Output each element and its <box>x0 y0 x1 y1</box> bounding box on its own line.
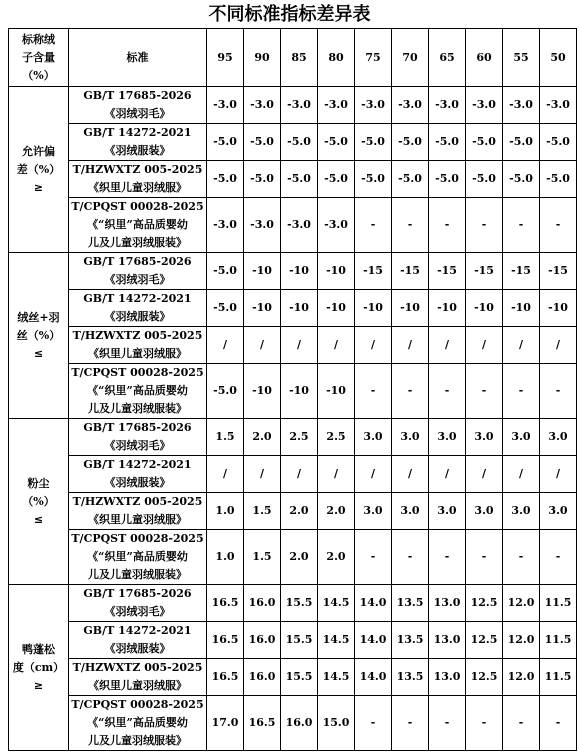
value-cell: 3.0 <box>503 419 540 456</box>
value-cell: 12.5 <box>466 585 503 622</box>
value-cell: -3.0 <box>281 198 318 253</box>
value-cell: / <box>244 456 281 493</box>
value-cell: -10 <box>540 290 577 327</box>
value-cell: 3.0 <box>429 493 466 530</box>
value-cell: / <box>540 456 577 493</box>
table-row <box>9 419 577 456</box>
header-column-85: 85 <box>281 29 318 87</box>
value-cell: -10 <box>244 364 281 419</box>
value-cell: 1.0 <box>207 530 244 585</box>
standard-cell <box>69 364 207 419</box>
value-cell: -3.0 <box>281 87 318 124</box>
standard-cell <box>69 493 207 530</box>
value-cell: - <box>466 364 503 419</box>
value-cell: 1.5 <box>244 530 281 585</box>
value-cell: 16.0 <box>244 659 281 696</box>
value-cell: -3.0 <box>392 87 429 124</box>
standard-line: GB/T 14272-2021 <box>83 126 192 139</box>
value-cell: 3.0 <box>392 419 429 456</box>
standard-cell <box>69 456 207 493</box>
value-cell: 13.5 <box>392 622 429 659</box>
value-cell: -3.0 <box>318 198 355 253</box>
header-category-line: 子含量 <box>22 50 55 64</box>
value-cell: / <box>318 327 355 364</box>
value-cell: 12.5 <box>466 622 503 659</box>
standard-cell <box>69 290 207 327</box>
value-cell: - <box>503 530 540 585</box>
standard-cell <box>69 124 207 161</box>
value-cell: -3.0 <box>429 87 466 124</box>
value-cell: - <box>392 530 429 585</box>
category-line: ≥ <box>33 678 44 692</box>
value-cell: -5.0 <box>207 161 244 198</box>
value-cell: -10 <box>466 290 503 327</box>
value-cell: 3.0 <box>355 419 392 456</box>
value-cell: / <box>392 456 429 493</box>
standard-line: 儿及儿童羽绒服装》 <box>88 402 187 415</box>
standard-line: 《“织里”高品质婴幼 <box>87 384 188 397</box>
value-cell: 11.5 <box>540 659 577 696</box>
value-cell: - <box>540 530 577 585</box>
table-row <box>9 364 577 419</box>
category-line: 粉尘 <box>27 476 50 490</box>
value-cell: -3.0 <box>466 87 503 124</box>
standard-line: 《羽绒服装》 <box>104 144 171 157</box>
value-cell: 15.5 <box>281 585 318 622</box>
value-cell: - <box>466 198 503 253</box>
standard-line: 儿及儿童羽绒服装》 <box>88 568 187 581</box>
table-row <box>9 253 577 290</box>
category-line: 丝（%） <box>16 328 61 342</box>
value-cell: 16.0 <box>244 622 281 659</box>
standard-line: 《羽绒羽毛》 <box>104 273 171 286</box>
value-cell: 15.0 <box>318 696 355 751</box>
standard-line: 《羽绒服装》 <box>104 642 171 655</box>
value-cell: -15 <box>355 253 392 290</box>
value-cell: 3.0 <box>392 493 429 530</box>
value-cell: - <box>503 696 540 751</box>
value-cell: 3.0 <box>466 493 503 530</box>
category-cell <box>9 87 69 253</box>
value-cell: -3.0 <box>540 87 577 124</box>
value-cell: -5.0 <box>540 161 577 198</box>
category-cell <box>9 253 69 419</box>
value-cell: 13.0 <box>429 622 466 659</box>
value-cell: -5.0 <box>207 124 244 161</box>
standard-cell <box>69 585 207 622</box>
standard-line: T/HZWXTZ 005-2025 <box>72 163 203 176</box>
value-cell: / <box>281 327 318 364</box>
value-cell: 3.0 <box>540 493 577 530</box>
header-category-line: （%） <box>22 68 55 82</box>
value-cell: -10 <box>503 290 540 327</box>
value-cell: 12.0 <box>503 585 540 622</box>
value-cell: / <box>318 456 355 493</box>
value-cell: / <box>355 327 392 364</box>
value-cell: 2.0 <box>281 530 318 585</box>
standard-cell <box>69 696 207 751</box>
value-cell: -5.0 <box>429 161 466 198</box>
standard-line: 《羽绒服装》 <box>104 476 171 489</box>
value-cell: -5.0 <box>318 124 355 161</box>
value-cell: / <box>207 456 244 493</box>
value-cell: 11.5 <box>540 622 577 659</box>
value-cell: / <box>540 327 577 364</box>
standard-line: GB/T 17685-2026 <box>83 255 192 268</box>
value-cell: - <box>355 530 392 585</box>
header-category-cell <box>9 29 69 87</box>
value-cell: / <box>466 327 503 364</box>
standard-line: T/HZWXTZ 005-2025 <box>72 661 203 674</box>
value-cell: / <box>466 456 503 493</box>
value-cell: -5.0 <box>503 124 540 161</box>
standard-cell <box>69 198 207 253</box>
value-cell: 3.0 <box>429 419 466 456</box>
standard-line: 《织里儿童羽绒服》 <box>88 181 187 194</box>
standard-line: GB/T 17685-2026 <box>83 89 192 102</box>
value-cell: 12.5 <box>466 659 503 696</box>
value-cell: 2.0 <box>281 493 318 530</box>
value-cell: -5.0 <box>207 253 244 290</box>
header-column-60: 60 <box>466 29 503 87</box>
value-cell: -10 <box>244 253 281 290</box>
value-cell: - <box>503 198 540 253</box>
value-cell: 16.5 <box>207 585 244 622</box>
category-line: （%） <box>22 494 55 508</box>
standard-line: 《织里儿童羽绒服》 <box>88 513 187 526</box>
value-cell: 14.5 <box>318 622 355 659</box>
standard-line: 《羽绒羽毛》 <box>104 605 171 618</box>
category-line: 允许偏 <box>22 144 55 158</box>
value-cell: / <box>244 327 281 364</box>
value-cell: -10 <box>318 290 355 327</box>
header-column-70: 70 <box>392 29 429 87</box>
value-cell: 3.0 <box>355 493 392 530</box>
value-cell: -10 <box>244 290 281 327</box>
value-cell: 2.5 <box>318 419 355 456</box>
value-cell: -5.0 <box>503 161 540 198</box>
standard-line: GB/T 17685-2026 <box>83 421 192 434</box>
value-cell: 1.5 <box>244 493 281 530</box>
value-cell: 2.5 <box>281 419 318 456</box>
value-cell: -15 <box>392 253 429 290</box>
value-cell: -5.0 <box>466 161 503 198</box>
standard-cell <box>69 659 207 696</box>
standard-line: 《羽绒服装》 <box>104 310 171 323</box>
standard-line: GB/T 14272-2021 <box>83 624 192 637</box>
table-row <box>9 493 577 530</box>
table-row <box>9 290 577 327</box>
value-cell: -3.0 <box>355 87 392 124</box>
standard-line: 《织里儿童羽绒服》 <box>88 679 187 692</box>
standard-cell <box>69 622 207 659</box>
value-cell: 11.5 <box>540 585 577 622</box>
standard-cell <box>69 253 207 290</box>
standard-cell <box>69 530 207 585</box>
value-cell: 13.5 <box>392 585 429 622</box>
value-cell: / <box>503 456 540 493</box>
value-cell: - <box>503 364 540 419</box>
value-cell: 12.0 <box>503 622 540 659</box>
standard-line: T/CPQST 00028-2025 <box>71 366 204 379</box>
table-title: 不同标准指标差异表 <box>208 4 371 25</box>
value-cell: -10 <box>355 290 392 327</box>
value-cell: -5.0 <box>466 124 503 161</box>
header-category-line: 标称绒 <box>22 32 55 46</box>
header-column-75: 75 <box>355 29 392 87</box>
table-row <box>9 327 577 364</box>
value-cell: -10 <box>392 290 429 327</box>
value-cell: -3.0 <box>244 198 281 253</box>
standard-line: 《“织里”高品质婴幼 <box>87 550 188 563</box>
value-cell: - <box>429 364 466 419</box>
value-cell: 3.0 <box>466 419 503 456</box>
category-line: ≤ <box>33 512 44 526</box>
standards-comparison-table <box>8 28 577 751</box>
value-cell: 14.0 <box>355 622 392 659</box>
value-cell: 1.0 <box>207 493 244 530</box>
value-cell: - <box>540 696 577 751</box>
value-cell: 14.5 <box>318 659 355 696</box>
standard-line: 《羽绒羽毛》 <box>104 439 171 452</box>
category-cell <box>9 419 69 585</box>
header-column-90: 90 <box>244 29 281 87</box>
value-cell: - <box>392 696 429 751</box>
standard-line: T/CPQST 00028-2025 <box>71 698 204 711</box>
table-row <box>9 87 577 124</box>
standard-cell <box>69 161 207 198</box>
value-cell: -5.0 <box>207 290 244 327</box>
table-row <box>9 659 577 696</box>
value-cell: 16.0 <box>281 696 318 751</box>
standard-cell <box>69 87 207 124</box>
value-cell: -3.0 <box>244 87 281 124</box>
standard-line: GB/T 17685-2026 <box>83 587 192 600</box>
value-cell: 2.0 <box>318 493 355 530</box>
category-line: 度（cm） <box>12 660 65 674</box>
value-cell: - <box>466 530 503 585</box>
value-cell: -5.0 <box>355 124 392 161</box>
value-cell: -3.0 <box>207 87 244 124</box>
value-cell: -10 <box>281 290 318 327</box>
category-line: 鸭蓬松 <box>22 642 55 656</box>
value-cell: -5.0 <box>244 124 281 161</box>
value-cell: / <box>281 456 318 493</box>
table-row <box>9 585 577 622</box>
value-cell: 1.5 <box>207 419 244 456</box>
value-cell: -10 <box>429 290 466 327</box>
table-row <box>9 530 577 585</box>
standard-line: 《织里儿童羽绒服》 <box>88 347 187 360</box>
value-cell: - <box>355 198 392 253</box>
value-cell: - <box>355 696 392 751</box>
value-cell: -15 <box>540 253 577 290</box>
value-cell: -5.0 <box>318 161 355 198</box>
table-row <box>9 198 577 253</box>
value-cell: / <box>503 327 540 364</box>
table-row <box>9 696 577 751</box>
value-cell: - <box>429 198 466 253</box>
header-column-95: 95 <box>207 29 244 87</box>
standard-line: 《羽绒羽毛》 <box>104 107 171 120</box>
category-cell <box>9 585 69 751</box>
value-cell: 16.5 <box>207 659 244 696</box>
standard-line: GB/T 14272-2021 <box>83 458 192 471</box>
value-cell: 17.0 <box>207 696 244 751</box>
value-cell: -5.0 <box>429 124 466 161</box>
table-row <box>9 622 577 659</box>
standard-line: T/CPQST 00028-2025 <box>71 532 204 545</box>
value-cell: -15 <box>503 253 540 290</box>
value-cell: -10 <box>318 364 355 419</box>
value-cell: 15.5 <box>281 622 318 659</box>
value-cell: 14.0 <box>355 659 392 696</box>
standard-line: 儿及儿童羽绒服装》 <box>88 236 187 249</box>
value-cell: -5.0 <box>355 161 392 198</box>
category-line: 差（%） <box>16 162 61 176</box>
table-row <box>9 124 577 161</box>
value-cell: - <box>429 530 466 585</box>
value-cell: - <box>392 198 429 253</box>
value-cell: - <box>540 198 577 253</box>
value-cell: 2.0 <box>318 530 355 585</box>
category-line: 绒丝+羽 <box>17 310 60 324</box>
value-cell: 16.0 <box>244 585 281 622</box>
value-cell: 13.0 <box>429 659 466 696</box>
standard-cell <box>69 327 207 364</box>
value-cell: 16.5 <box>244 696 281 751</box>
header-row <box>9 29 577 87</box>
value-cell: / <box>392 327 429 364</box>
value-cell: -10 <box>318 253 355 290</box>
value-cell: / <box>355 456 392 493</box>
value-cell: 13.5 <box>392 659 429 696</box>
standard-line: T/HZWXTZ 005-2025 <box>72 329 203 342</box>
standard-line: T/HZWXTZ 005-2025 <box>72 495 203 508</box>
table-row <box>9 456 577 493</box>
value-cell: 16.5 <box>207 622 244 659</box>
value-cell: -5.0 <box>281 124 318 161</box>
value-cell: 14.0 <box>355 585 392 622</box>
value-cell: - <box>355 364 392 419</box>
category-line: ≤ <box>33 346 44 360</box>
value-cell: -15 <box>466 253 503 290</box>
value-cell: - <box>540 364 577 419</box>
value-cell: -10 <box>281 253 318 290</box>
value-cell: -15 <box>429 253 466 290</box>
standard-line: GB/T 14272-2021 <box>83 292 192 305</box>
value-cell: -5.0 <box>392 124 429 161</box>
standard-line: 儿及儿童羽绒服装》 <box>88 734 187 747</box>
value-cell: -5.0 <box>540 124 577 161</box>
header-column-80: 80 <box>318 29 355 87</box>
header-standard-cell: 标准 <box>69 29 207 87</box>
standard-line: 《“织里”高品质婴幼 <box>87 218 188 231</box>
value-cell: -5.0 <box>392 161 429 198</box>
category-line: ≥ <box>33 180 44 194</box>
value-cell: 3.0 <box>503 493 540 530</box>
value-cell: -5.0 <box>281 161 318 198</box>
value-cell: -3.0 <box>503 87 540 124</box>
header-column-55: 55 <box>503 29 540 87</box>
value-cell: / <box>429 456 466 493</box>
standard-line: 《“织里”高品质婴幼 <box>87 716 188 729</box>
value-cell: 14.5 <box>318 585 355 622</box>
value-cell: 12.0 <box>503 659 540 696</box>
value-cell: -3.0 <box>207 198 244 253</box>
header-column-50: 50 <box>540 29 577 87</box>
value-cell: - <box>392 364 429 419</box>
value-cell: - <box>466 696 503 751</box>
value-cell: 13.0 <box>429 585 466 622</box>
value-cell: - <box>429 696 466 751</box>
value-cell: -5.0 <box>244 161 281 198</box>
value-cell: / <box>429 327 466 364</box>
value-cell: 15.5 <box>281 659 318 696</box>
value-cell: 3.0 <box>540 419 577 456</box>
standard-cell <box>69 419 207 456</box>
value-cell: -5.0 <box>207 364 244 419</box>
standard-line: T/CPQST 00028-2025 <box>71 200 204 213</box>
value-cell: -10 <box>281 364 318 419</box>
value-cell: / <box>207 327 244 364</box>
table-row <box>9 161 577 198</box>
value-cell: -3.0 <box>318 87 355 124</box>
header-column-65: 65 <box>429 29 466 87</box>
value-cell: 2.0 <box>244 419 281 456</box>
